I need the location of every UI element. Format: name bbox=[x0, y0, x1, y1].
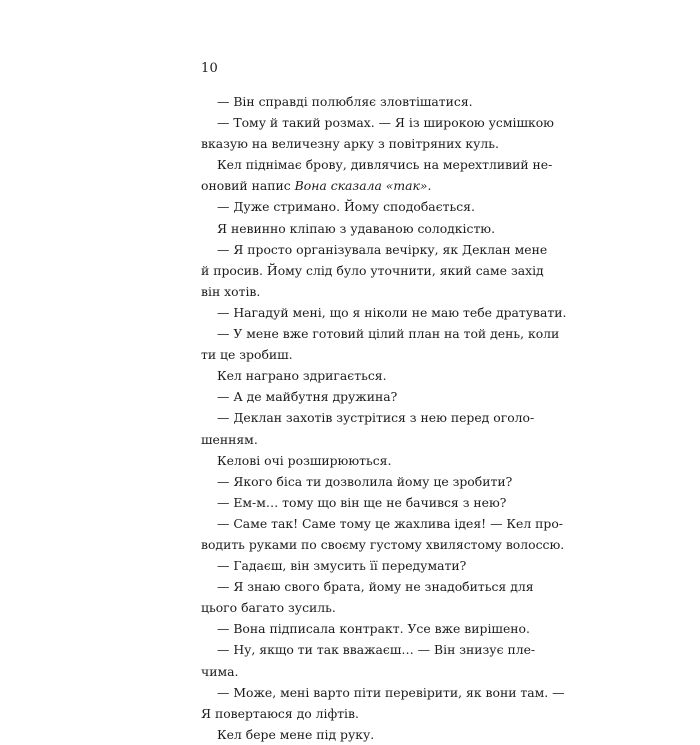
text-line: ти це зробиш. bbox=[201, 347, 293, 363]
text-line: — Якого біса ти дозволила йому це зробити? bbox=[217, 473, 513, 489]
text-line: — Вона підписала контракт. Усе вже вирішено. bbox=[217, 621, 530, 637]
text-line: водить руками по своєму густому хвилястому волоссю. bbox=[201, 536, 565, 552]
text-line: — Гадаєш, він змусить її передумати? bbox=[217, 558, 467, 574]
text-line: — Я просто організувала вечірку, як Деклан мене bbox=[217, 241, 548, 257]
text-line: — Тому й такий розмах. — Я із широкою усмішкою bbox=[217, 115, 554, 131]
text-line: — Ем-м… тому що він ще не бачився з нею? bbox=[217, 494, 507, 510]
text-line: шенням. bbox=[201, 431, 258, 447]
text-line: Кел піднімає брову, дивлячись на мерехтливий не- bbox=[217, 157, 553, 173]
text-line: й просив. Йому слід було уточнити, який саме захід bbox=[201, 262, 544, 278]
sign-text-italic: Вона сказала «так» bbox=[294, 178, 428, 194]
text-line: — А де майбутня дружина? bbox=[217, 389, 398, 405]
text-line: — Деклан захотів зустрітися з нею перед оголо- bbox=[217, 410, 535, 426]
text-line: Кел бере мене під руку. bbox=[217, 726, 375, 742]
text-line: — У мене вже готовий цілий план на той день, коли bbox=[217, 326, 560, 342]
text-line bbox=[201, 175, 519, 196]
page-number: 10 bbox=[201, 61, 218, 76]
text-line: — Нагадуй мені, що я ніколи не маю тебе дратувати. bbox=[217, 304, 567, 320]
text-fragment: оновий напис bbox=[201, 178, 295, 194]
text-line: — Може, мені варто піти перевірити, як вони там. — bbox=[217, 684, 565, 700]
text-line: він хотів. bbox=[201, 283, 261, 299]
text-line: Я невинно кліпаю з удаваною солодкістю. bbox=[217, 220, 496, 236]
body-text bbox=[201, 91, 567, 745]
text-line: цього багато зусиль. bbox=[201, 600, 336, 616]
text-line: — Він справді полюбляє зловтішатися. bbox=[217, 94, 473, 109]
text-line: — Дуже стримано. Йому сподобається. bbox=[217, 199, 475, 215]
text-fragment: . bbox=[427, 178, 432, 194]
text-line: вказую на величезну арку з повітряних куль. bbox=[201, 136, 499, 152]
text-line: Кел награно здригається. bbox=[217, 368, 387, 384]
text-line: — Саме так! Саме тому це жахлива ідея! — Кел про- bbox=[217, 515, 563, 531]
text-line: Я повертаюся до ліфтів. bbox=[201, 705, 359, 721]
text-line: — Ну, якщо ти так вважаєш… — Він знизує пле- bbox=[217, 642, 536, 658]
text-line: — Я знаю свого брата, йому не знадобиться для bbox=[217, 579, 534, 595]
text-line: чима. bbox=[201, 663, 239, 679]
text-line: Келові очі розширюються. bbox=[217, 452, 392, 468]
